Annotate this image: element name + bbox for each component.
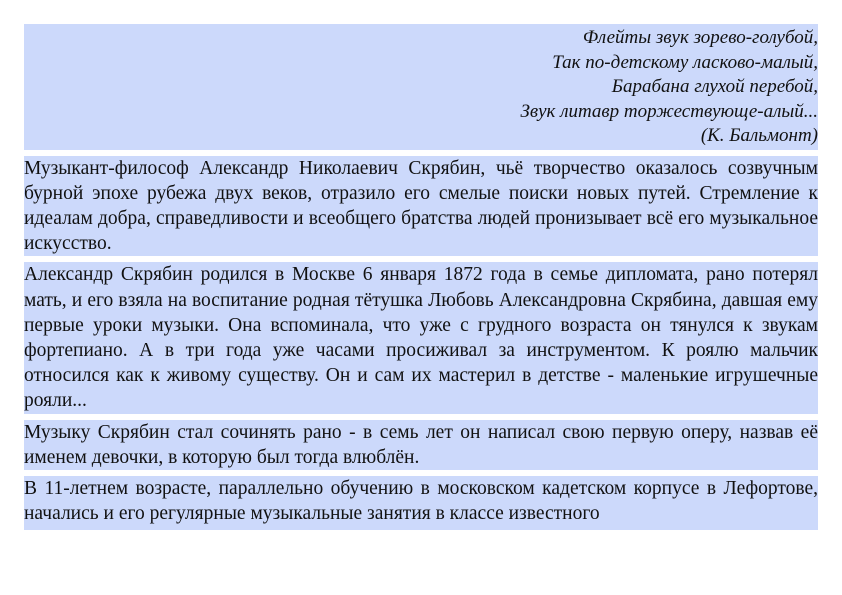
epigraph-line: Звук литавр торжествующе-алый... bbox=[520, 100, 818, 122]
epigraph-line: Флейты звук зорево-голубой, bbox=[582, 27, 818, 48]
paragraph-childhood: Александр Скрябин родился в Москве 6 января 1872 года в семье дипломата, рано потерял мать, и его взяла на воспитание родная тётушка Любовь Александровна Скрябина, давшая ему первые уроки музыки. Она вспоминала, что уже с грудного возраста он тянулся к звукам фортепиано. А в три года уже часами просиживал за инструментом. К роялю мальчик относился как к живому существу. Он и сам их мастерил в детстве - маленькие игрушечные рояли... bbox=[24, 262, 818, 413]
paragraph-intro: Музыкант-философ Александр Николаевич Скрябин, чьё творчество оказалось созвучным бурной эпохе рубежа двух веков, отразило его смелые поиски новых путей. Стремление к идеалам добра, справедливости и всеобщего братства людей пронизывает всё его музыкальное искусство. bbox=[24, 156, 818, 257]
epigraph-line: Барабана глухой перебой, bbox=[611, 76, 818, 97]
epigraph-author: (К. Бальмонт) bbox=[700, 125, 818, 146]
epigraph-line: Так по-детскому ласково-малый, bbox=[552, 51, 818, 73]
paragraph-studies: В 11-летнем возрасте, параллельно обучению в московском кадетском корпусе в Лефортове, начались и его регулярные музыкальные занятия в классе известного bbox=[24, 476, 818, 530]
document-page bbox=[24, 24, 818, 536]
epigraph bbox=[24, 24, 818, 150]
paragraph-first-opera: Музыку Скрябин стал сочинять рано - в семь лет он написал свою первую оперу, назвав её именем девочки, в которую был тогда влюблён. bbox=[24, 420, 818, 470]
